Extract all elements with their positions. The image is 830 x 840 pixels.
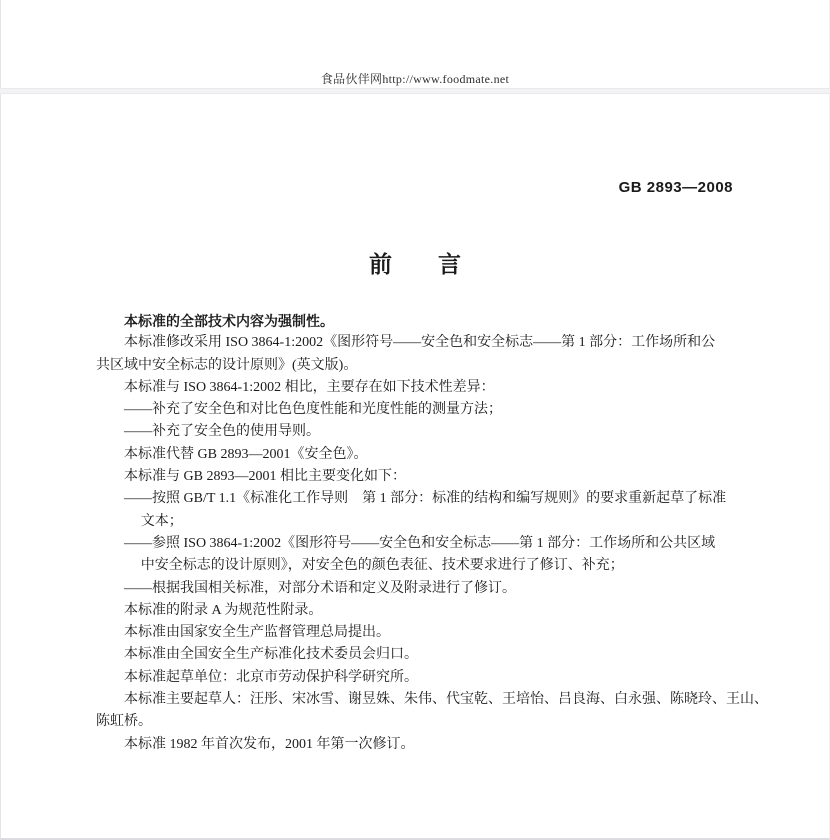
text-line: 本标准的附录 A 为规范性附录。 (124, 602, 323, 618)
text-line: 本标准与 ISO 3864-1:2002 相比，主要存在如下技术性差异： (124, 379, 495, 395)
text-line: 本标准 1982 年首次发布，2001 年第一次修订。 (124, 736, 415, 752)
previous-page-fragment (0, 0, 830, 88)
text-line: ——按照 GB/T 1.1《标准化工作导则 第 1 部分：标准的结构和编写规则》的要求重新起草了标准 (124, 491, 727, 507)
text-line: 中安全标志的设计原则》，对安全色的颜色表征、技术要求进行了修订、补充； (140, 558, 624, 574)
document-body (96, 310, 768, 756)
text-line: 文本； (140, 513, 183, 529)
text-line: ——补充了安全色和对比色色度性能和光度性能的测量方法； (124, 402, 502, 418)
page-title (1, 246, 829, 279)
document-page (0, 94, 830, 840)
text-line: 本标准修改采用 ISO 3864-1:2002《图形符号——安全色和安全标志——第 1 部分：工作场所和公 (124, 335, 716, 351)
text-line: 本标准起草单位：北京市劳动保护科学研究所。 (124, 669, 418, 685)
text-line: 陈虹桥。 (96, 714, 152, 730)
standard-number: GB 2893—2008 (618, 179, 733, 196)
page-title-char-1: 前 (369, 251, 392, 277)
text-line: 本标准的全部技术内容为强制性。 (124, 313, 334, 329)
text-line: 本标准由国家安全生产监督管理总局提出。 (124, 625, 390, 641)
text-line: ——补充了安全色的使用导则。 (124, 424, 320, 440)
text-line: ——参照 ISO 3864-1:2002《图形符号——安全色和安全标志——第 1 部分：工作场所和公共区域 (124, 535, 716, 551)
text-line: 本标准主要起草人：汪彤、宋冰雪、谢昱姝、朱伟、代宝乾、王培怡、吕良海、白永强、陈晓玲、王山、 (124, 692, 768, 708)
text-line: ——根据我国相关标准，对部分术语和定义及附录进行了修订。 (124, 580, 516, 596)
watermark-text: 食品伙伴网http://www.foodmate.net (320, 72, 510, 86)
text-line: 本标准由全国安全生产标准化技术委员会归口。 (124, 647, 418, 663)
page-title-char-2: 言 (438, 251, 461, 277)
text-line: 共区域中安全标志的设计原则》(英文版)。 (96, 357, 358, 373)
text-line: 本标准代替 GB 2893—2001《安全色》。 (124, 446, 368, 462)
text-line: 本标准与 GB 2893—2001 相比主要变化如下： (124, 469, 406, 485)
